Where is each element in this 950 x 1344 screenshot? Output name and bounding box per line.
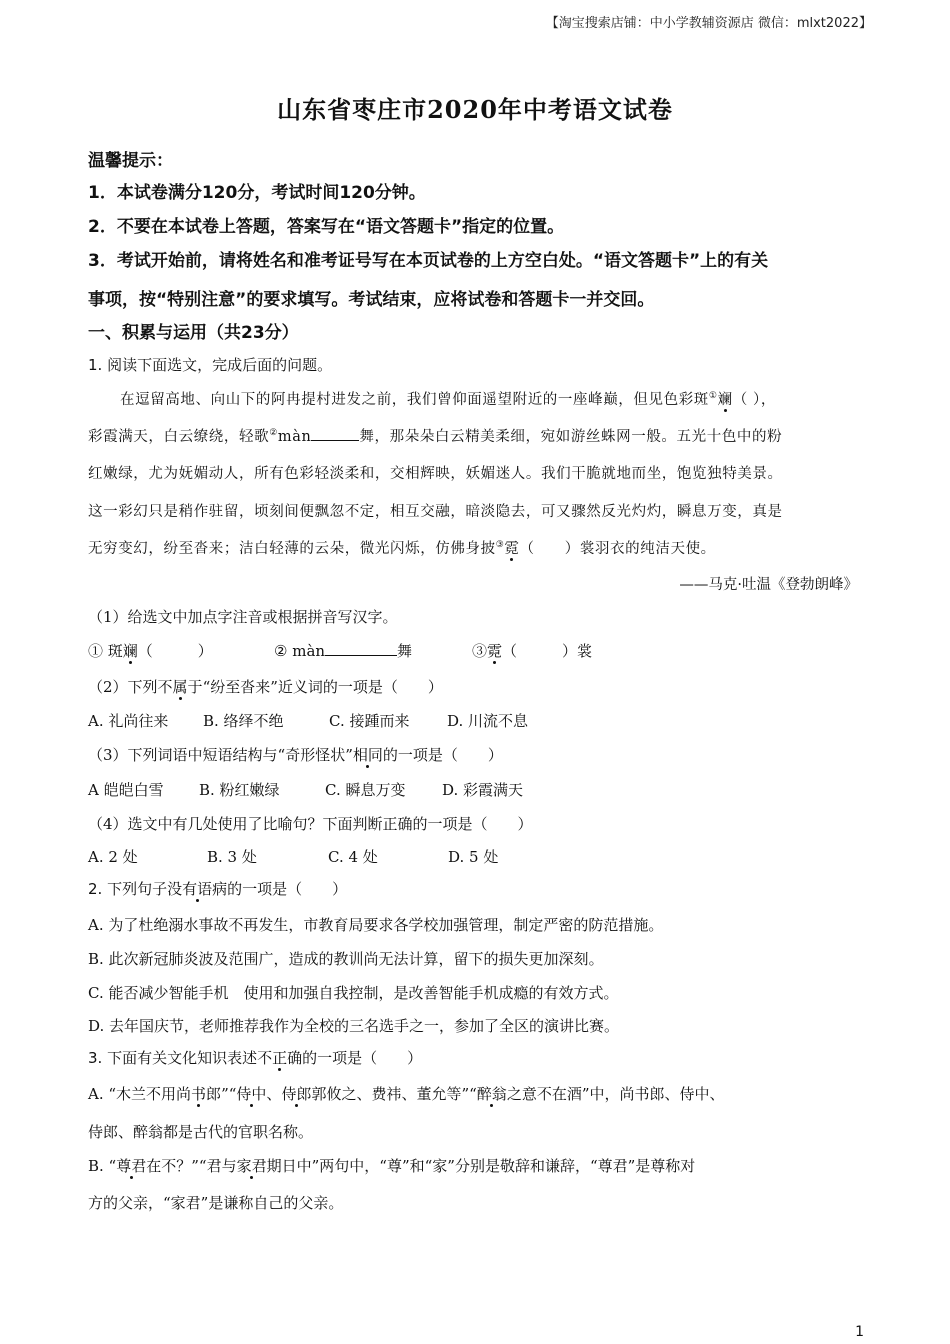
passage-line-5	[88, 537, 716, 558]
dotted-text: 相同	[352, 746, 383, 764]
dotted-text: 侍郎	[281, 1085, 312, 1103]
passage-text: 无穷变幻，纷至沓来；洁白轻薄的云朵，微光闪烁，仿佛身披	[88, 541, 496, 557]
tip-1: 1．本试卷满分120分，考试时间120分钟。	[88, 183, 426, 203]
question-text: 3. 下面有关文化知识表述	[88, 1049, 258, 1067]
tips-heading: 温馨提示：	[88, 151, 173, 171]
question-3-option-b-line-1	[88, 1155, 695, 1176]
option-d: D. 川流不息	[447, 712, 529, 730]
option-text: A. “木兰不用	[88, 1085, 177, 1103]
tip-3a: 3．考试开始前，请将姓名和准考证号写在本页试卷的上方空白处。“语文答题卡”上的有关	[88, 251, 769, 271]
item-text: （ ）	[137, 642, 213, 660]
question-2-option-d: D. 去年国庆节，老师推荐我作为全校的三名选手之一，参加了全区的演讲比赛。	[88, 1017, 620, 1035]
passage-line-1	[120, 388, 776, 409]
sub-question-4: （4）选文中有几处使用了比喻句？下面判断正确的一项是（ ）	[88, 815, 533, 833]
question-2-option-b: B. 此次新冠肺炎波及范围广，造成的教训尚无法计算，留下的损失更加深刻。	[88, 950, 604, 968]
sub-question-1: （1）给选文中加点字注音或根据拼音写汉字。	[88, 608, 398, 626]
item-text: ③	[472, 642, 488, 660]
sub-question-3-options	[88, 779, 523, 800]
footnote-mark: ②	[269, 428, 278, 439]
sub-question-4-options	[88, 846, 498, 867]
option-text: ”“	[221, 1085, 237, 1103]
option-text: 之意不在酒”中，尚书郎、侍中、	[506, 1085, 725, 1103]
question-text: （3）下列词语中短语结构与“奇形怪状”	[88, 746, 353, 764]
question-3-option-a-line-2: 侍郎、醉翁都是古代的官职名称。	[88, 1123, 314, 1141]
dotted-char: 斓	[122, 642, 138, 660]
sub-question-3	[88, 744, 503, 765]
item-3	[472, 640, 592, 661]
option-a: A 皑皑白雪	[88, 781, 164, 799]
question-text: 2. 下列句子	[88, 880, 168, 898]
passage-line-4: 这一彩幻只是稍作驻留，顷刻间便飘忽不定，相互交融，暗淡隐去，可又骤然反光灼灼，瞬息万变，真是	[88, 504, 783, 520]
answer-blank	[311, 428, 359, 441]
sub-question-1-items	[88, 640, 592, 661]
dotted-text: 侍中	[236, 1085, 267, 1103]
option-b: B. 3 处	[207, 848, 257, 866]
passage-text: 在逗留高地、向山下的阿冉提村进发之前，我们曾仰面遥望附近的一座峰巅，但见色彩斑	[120, 392, 709, 408]
section-heading: 一、积累与运用（共23分）	[88, 323, 299, 343]
option-c: C. 瞬息万变	[325, 781, 406, 799]
option-b: B. 络绎不绝	[203, 712, 284, 730]
option-b: B. 粉红嫩绿	[199, 781, 280, 799]
passage-text: （ ）裳羽衣的纯洁天使。	[519, 541, 716, 557]
passage-line-2	[88, 425, 782, 446]
question-text: （2）下列	[88, 678, 158, 696]
dotted-text: 醉翁	[476, 1085, 507, 1103]
tip-2: 2．不要在本试卷上答题，答案写在“语文答题卡”指定的位置。	[88, 217, 565, 237]
option-text: 、	[266, 1085, 282, 1103]
question-2-option-c: C. 能否减少智能手机 使用和加强自我控制，是改善智能手机成瘾的有效方式。	[88, 984, 619, 1002]
option-text: 郭攸之、费祎、董允等”“	[311, 1085, 477, 1103]
dotted-text: 尚书郎	[176, 1085, 222, 1103]
question-2-option-a: A. 为了杜绝溺水事故不再发生，市教育局要求各学校加强管理，制定严密的防范措施。	[88, 916, 664, 934]
dotted-text: 不正确	[257, 1049, 303, 1067]
item-text: ① 斑	[88, 642, 123, 660]
option-text: B. “	[88, 1157, 117, 1175]
item-2	[274, 640, 472, 661]
dotted-char: 斓	[717, 392, 733, 408]
passage-source: ——马克·吐温《登勃朗峰》	[679, 577, 858, 593]
item-text: 舞	[397, 642, 413, 660]
passage-text: 彩霞满天，白云缭绕，轻歌	[88, 429, 270, 445]
tip-3b: 事项，按“特别注意”的要求填写。考试结束，应将试卷和答题卡一并交回。	[88, 290, 655, 310]
page-number: 1	[855, 1324, 864, 1340]
dotted-char: 霓	[504, 541, 520, 557]
passage-text: （ ），	[732, 392, 776, 408]
item-text: （ ）裳	[502, 642, 593, 660]
option-text: 期日中”两句中，“尊”和“家”分别是敬辞和谦辞，“尊君”是尊称对	[266, 1157, 696, 1175]
question-text: 的一项是（ ）	[382, 746, 503, 764]
option-d: D. 彩霞满天	[442, 781, 524, 799]
option-c: C. 4 处	[328, 848, 378, 866]
passage-line-3: 红嫩绿，尤为妩媚动人，所有色彩轻淡柔和，交相辉映，妖媚迷人。我们干脆就地而坐，饱览独特美景。	[88, 466, 783, 482]
option-a: A. 2 处	[88, 848, 138, 866]
question-text: “纷至沓来”近义词的一项是（ ）	[202, 678, 443, 696]
sub-question-2-options	[88, 710, 528, 731]
dotted-text: 家君	[236, 1157, 267, 1175]
dotted-text: 不属于	[157, 678, 203, 696]
page-title: 山东省枣庄市2020年中考语文试卷	[277, 95, 673, 124]
question-2-stem	[88, 878, 347, 899]
question-3-stem	[88, 1047, 422, 1068]
option-text: 在不？”“君与	[146, 1157, 237, 1175]
dotted-char: 霓	[487, 642, 503, 660]
question-1-stem: 1. 阅读下面选文，完成后面的问题。	[88, 356, 333, 374]
option-a: A. 礼尚往来	[88, 712, 169, 730]
item-text: ② màn	[274, 642, 326, 660]
item-1	[88, 640, 274, 661]
dotted-text: 尊君	[116, 1157, 147, 1175]
option-d: D. 5 处	[448, 848, 499, 866]
header-note: 【淘宝搜索店铺：中小学教辅资源店 微信：mlxt2022】	[545, 16, 872, 31]
footnote-mark: ①	[708, 391, 718, 402]
footnote-mark: ③	[495, 540, 505, 551]
question-3-option-b-line-2: 方的父亲，“家君”是谦称自己的父亲。	[88, 1194, 344, 1212]
question-3-option-a-line-1	[88, 1083, 724, 1104]
pinyin: màn	[277, 429, 312, 445]
question-text: 的一项是（ ）	[227, 880, 348, 898]
answer-blank	[325, 643, 397, 656]
sub-question-2	[88, 676, 443, 697]
dotted-text: 没有语病	[167, 880, 228, 898]
option-c: C. 接踵而来	[329, 712, 410, 730]
passage-text: 舞，那朵朵白云精美柔细，宛如游丝蛛网一般。五光十色中的粉	[359, 429, 783, 445]
question-text: 的一项是（ ）	[302, 1049, 423, 1067]
